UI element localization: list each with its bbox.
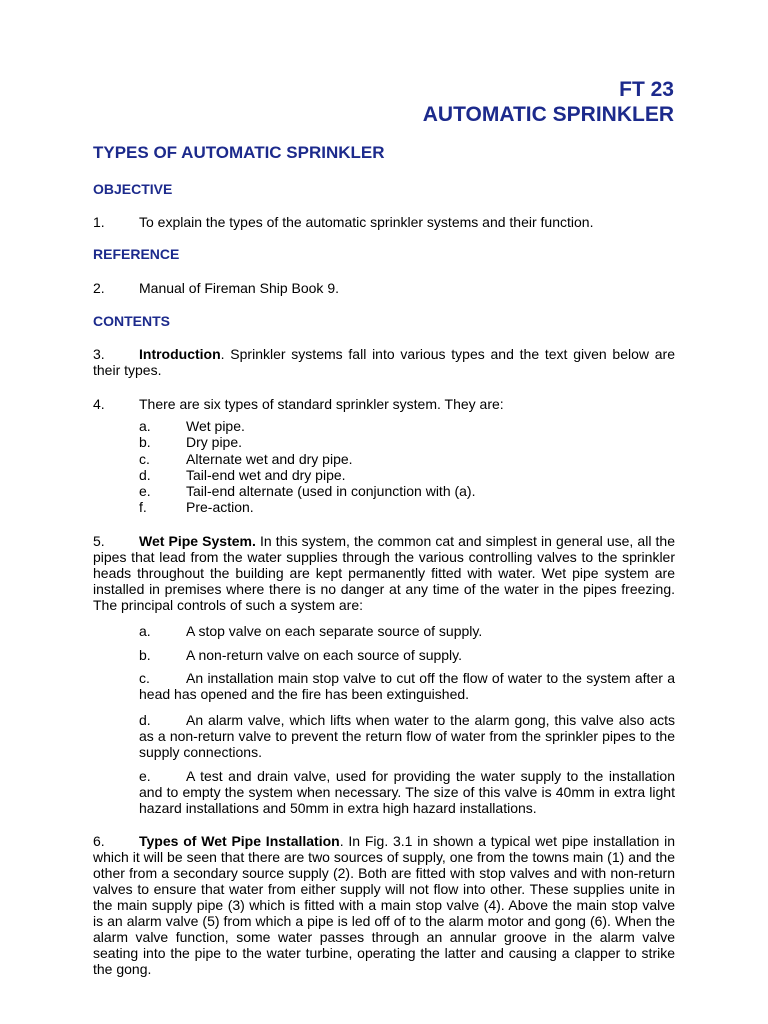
paragraph-number: 4. [93,396,105,412]
paragraph-lead: Types of Wet Pipe Installation [139,833,340,849]
paragraph-number: 5. [93,533,105,549]
paragraph-text: In this system, the common cat and simplest in general use, all the pipes that lead from the water supplies through the various controlling valves to the sprinkler heads throughout the building are kept permanently fitted with water. Wet pipe system are installed in premises where there is no danger at any time of the water in the pipes freezing. The principal controls of such a system are: [93,533,676,613]
paragraph-text: Manual of Fireman Ship Book 9. [139,280,339,296]
paragraph-number: 6. [93,833,105,849]
list-letter: a. [139,418,151,434]
document-header [423,77,674,127]
paragraph-text: . Sprinkler systems fall into various types and the text given below are their types. [93,346,675,378]
objective-heading: OBJECTIVE [93,181,173,197]
paragraph-number: 1. [93,214,105,230]
list-letter: c. [139,670,150,686]
reference-heading: REFERENCE [93,246,180,262]
paragraph-text: To explain the types of the automatic sprinkler systems and their function. [139,214,594,230]
paragraph-2 [93,280,675,296]
paragraph-4 [93,396,675,412]
paragraph-3 [93,346,675,378]
control-item [139,712,675,760]
list-text: An installation main stop valve to cut off the flow of water to the system after a head has opened and the fire has been extinguished. [139,670,675,702]
list-letter: b. [139,434,151,451]
paragraph-lead: Introduction [139,346,221,362]
list-item [139,434,476,450]
paragraph-1 [93,214,675,230]
control-item [139,670,675,702]
list-text: An alarm valve, which lifts when water to the alarm gong, this valve also acts as a non-return valve to prevent the return flow of water from the sprinkler pipes to the supply connections. [139,712,675,760]
list-text: A test and drain valve, used for providing the water supply to the installation and to empty the system when necessary. The size of this valve is 40mm in extra light hazard installations and 50mm in extra high hazard installations. [139,768,675,816]
paragraph-lead: Wet Pipe System. [139,533,256,549]
list-text: Dry pipe. [186,434,243,451]
list-text: Tail-end alternate (used in conjunction with (a). [186,483,476,500]
list-item [139,467,476,483]
list-letter: e. [139,768,151,784]
control-item [139,768,675,816]
paragraph-number: 2. [93,280,105,296]
document-code: FT 23 [619,78,674,101]
contents-heading: CONTENTS [93,313,170,329]
list-letter: e. [139,483,151,500]
list-text: Tail-end wet and dry pipe. [186,466,346,483]
paragraph-number: 3. [93,346,105,362]
list-item [139,483,476,499]
paragraph-5 [93,533,675,613]
control-item [139,647,675,663]
list-letter: c. [139,450,150,467]
list-letter: b. [139,647,151,663]
document-title: AUTOMATIC SPRINKLER [422,103,674,126]
paragraph-text: There are six types of standard sprinkler system. They are: [139,396,504,412]
list-text: Alternate wet and dry pipe. [186,450,353,467]
list-text: A non-return valve on each source of supply. [186,647,463,663]
list-item [139,451,476,467]
sprinkler-types-list [139,418,476,516]
paragraph-6 [93,833,675,977]
list-letter: d. [139,712,151,728]
list-item [139,418,476,434]
control-item [139,623,675,639]
list-text: A stop valve on each separate source of supply. [186,623,483,639]
list-text: Pre-action. [186,499,254,516]
list-letter: f. [139,499,147,516]
paragraph-text: . In Fig. 3.1 in shown a typical wet pipe installation in which it will be seen that there are two sources of supply, one from the towns main (1) and the other from a secondary source supply (2). Both are fitted with stop valves and with non-return valves to ensure that water from either supply will not flow into other. These supplies unite in the main supply pipe (3) which is fitted with a main stop valve (4). Above the main stop valve is an alarm valve (5) from which a pipe is led off of to the alarm motor and gong (6). When the alarm valve function, some water passes through an annular groove in the alarm valve seating into the pipe to the water turbine, operating the latter and causing a clapper to strike the gong. [93,833,675,977]
main-heading: TYPES OF AUTOMATIC SPRINKLER [93,143,385,162]
list-item [139,499,476,515]
list-letter: d. [139,466,151,483]
list-text: Wet pipe. [186,418,245,434]
list-letter: a. [139,623,151,639]
